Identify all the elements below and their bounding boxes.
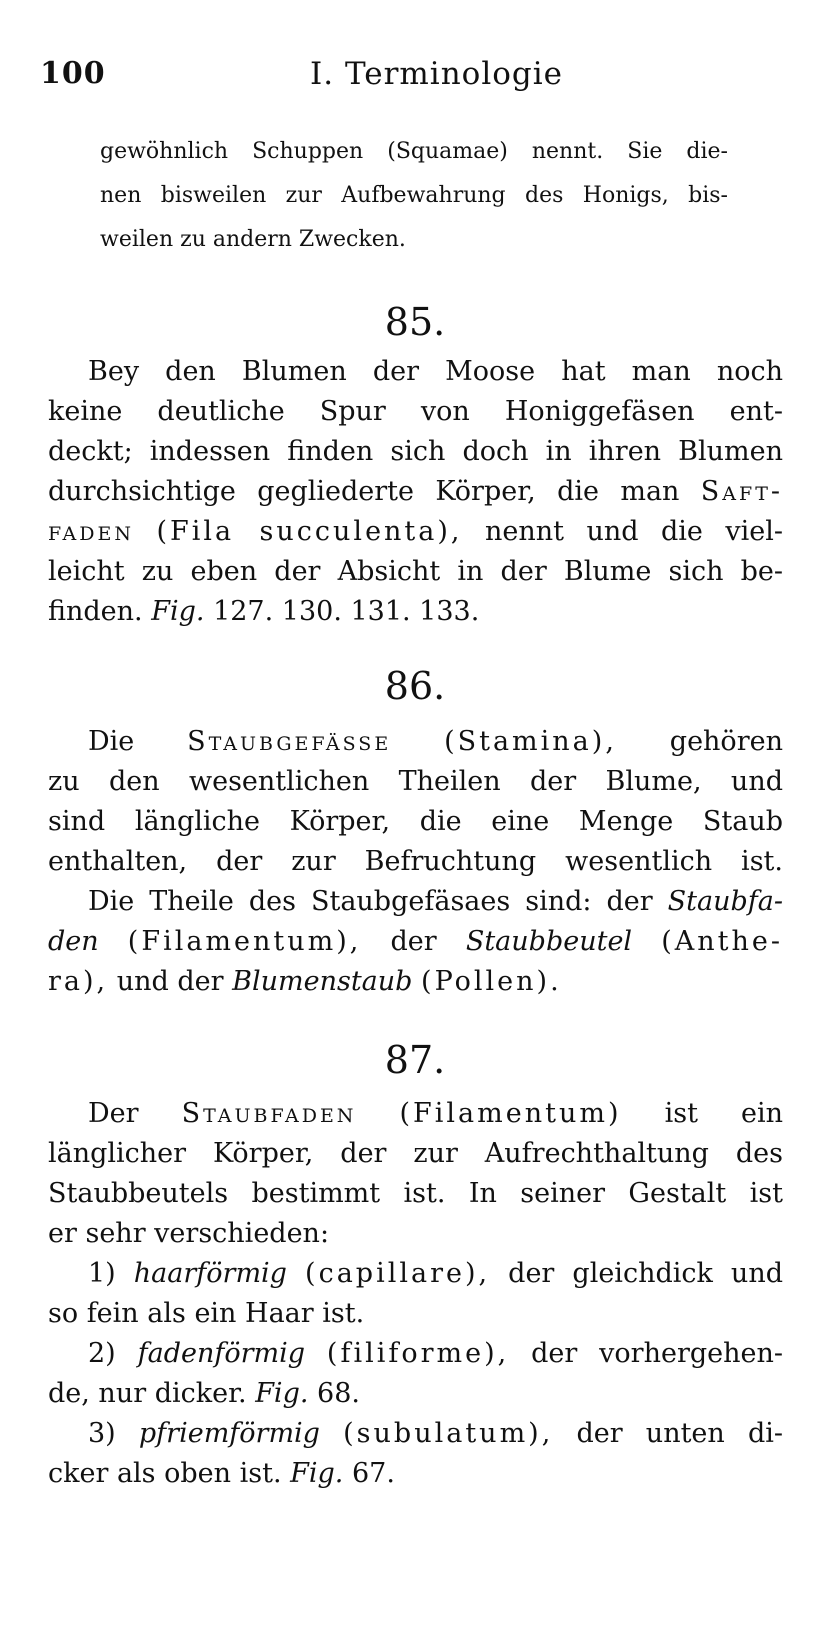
section-85-paragraph [48, 352, 783, 632]
latin-term: (Fila succulenta), [156, 516, 463, 547]
text-line: er sehr verschieden: [48, 1218, 330, 1249]
text-span: ist ein [664, 1098, 783, 1129]
text-line: deckt; indessen finden sich doch in ihren Blumen [48, 436, 783, 467]
term-fadenfoermig: fadenförmig [137, 1338, 306, 1369]
list-marker: 2) [88, 1338, 116, 1369]
term-staubbeutel: Staubbeutel [465, 926, 633, 957]
text-line: nen bisweilen zur Aufbewahrung des Honigs, bis- [100, 183, 728, 208]
text-line: zu den wesentlichen Theilen der Blume, und [48, 766, 783, 797]
section-86-paragraph [48, 722, 783, 1002]
text-line: enthalten, der zur Befruchtung wesentlich ist. [48, 846, 783, 877]
list-item-3 [48, 1414, 783, 1454]
text-line [48, 512, 783, 552]
list-item-2 [48, 1334, 783, 1374]
text-span: Der [88, 1098, 139, 1129]
page-header [40, 56, 800, 106]
term-staubgefaesse: Staubgefässe [187, 726, 392, 757]
term-haarfoermig: haarförmig [133, 1258, 287, 1289]
latin-term: (subulatum), [343, 1418, 554, 1449]
text-line: sind längliche Körper, die eine Menge Staub [48, 806, 783, 837]
text-span: finden. [48, 596, 143, 627]
latin-term: (Anthe- [661, 926, 783, 957]
text-span: der vorhergehen- [531, 1338, 783, 1369]
running-title: I. Terminologie [310, 56, 564, 92]
text-line: gewöhnlich Schuppen (Squamae) nennt. Sie die- [100, 139, 728, 164]
term-blumenstaub: Blumenstaub [232, 966, 413, 997]
term-saftfaden: Saft- [700, 476, 783, 507]
text-span: und der [116, 966, 224, 997]
text-line [48, 922, 783, 962]
list-marker: 1) [88, 1258, 116, 1289]
latin-term: (Filamentum), [127, 926, 362, 957]
text-line: Bey den Blumen der Moose hat man noch [88, 356, 783, 387]
figure-ref: Fig. [151, 596, 205, 627]
term-staubfaden-cont: den [48, 926, 99, 957]
term-staubfaden: Staubfa- [667, 886, 783, 917]
text-span: nennt und die viel- [484, 516, 783, 547]
latin-term: (capillare), [305, 1258, 491, 1289]
text-line: weilen zu andern Zwecken. [100, 227, 406, 252]
text-line: keine deutliche Spur von Honiggefäsen ent- [48, 396, 783, 427]
text-line [48, 882, 783, 922]
text-span: der unten di- [576, 1418, 783, 1449]
figure-numbers: 67. [351, 1458, 395, 1489]
latin-term-cont: ra), [48, 966, 109, 997]
text-span: cker als oben ist. [48, 1458, 282, 1489]
text-line [48, 962, 783, 1002]
text-line [48, 592, 783, 632]
page-number: 100 [40, 56, 106, 91]
text-span: durchsichtige gegliederte Körper, die man [48, 476, 680, 507]
figure-ref: Fig. [290, 1458, 344, 1489]
section-number-85: 85. [384, 300, 446, 344]
text-span: der gleichdick und [508, 1258, 783, 1289]
text-line: leicht zu eben der Absicht in der Blume sich be- [48, 556, 783, 587]
term-saftfaden-cont: faden [48, 516, 134, 547]
list-marker: 3) [88, 1418, 116, 1449]
latin-term: (filiforme), [326, 1338, 510, 1369]
latin-term: (Pollen). [421, 966, 562, 997]
latin-term: (Filamentum) [399, 1098, 622, 1129]
text-line: länglicher Körper, der zur Aufrechthaltung des [48, 1138, 783, 1169]
text-span: Die [88, 726, 135, 757]
figure-numbers: 127. 130. 131. 133. [213, 596, 480, 627]
text-span: gehören [669, 726, 783, 757]
text-line [48, 1374, 783, 1414]
figure-numbers: 68. [317, 1378, 360, 1409]
figure-ref: Fig. [255, 1378, 309, 1409]
term-staubfaden: Staubfaden [181, 1098, 357, 1129]
text-span: der [390, 926, 437, 957]
latin-term: (Stamina), [444, 726, 617, 757]
section-number-87: 87. [384, 1038, 446, 1082]
text-span: de, nur dicker. [48, 1378, 247, 1409]
text-line [48, 472, 783, 512]
section-number-86: 86. [384, 664, 446, 708]
continuation-paragraph [100, 130, 728, 262]
text-line [48, 1094, 783, 1134]
text-line [48, 1454, 783, 1494]
term-pfriemfoermig: pfriemförmig [138, 1418, 320, 1449]
section-87-paragraph [48, 1094, 783, 1494]
list-item-1 [48, 1254, 783, 1294]
text-line [48, 722, 783, 762]
text-line: so fein als ein Haar ist. [48, 1298, 365, 1329]
text-span: Die Theile des Staubgefäsaes sind: der [88, 886, 653, 917]
text-line: Staubbeutels bestimmt ist. In seiner Gestalt ist [48, 1178, 783, 1209]
